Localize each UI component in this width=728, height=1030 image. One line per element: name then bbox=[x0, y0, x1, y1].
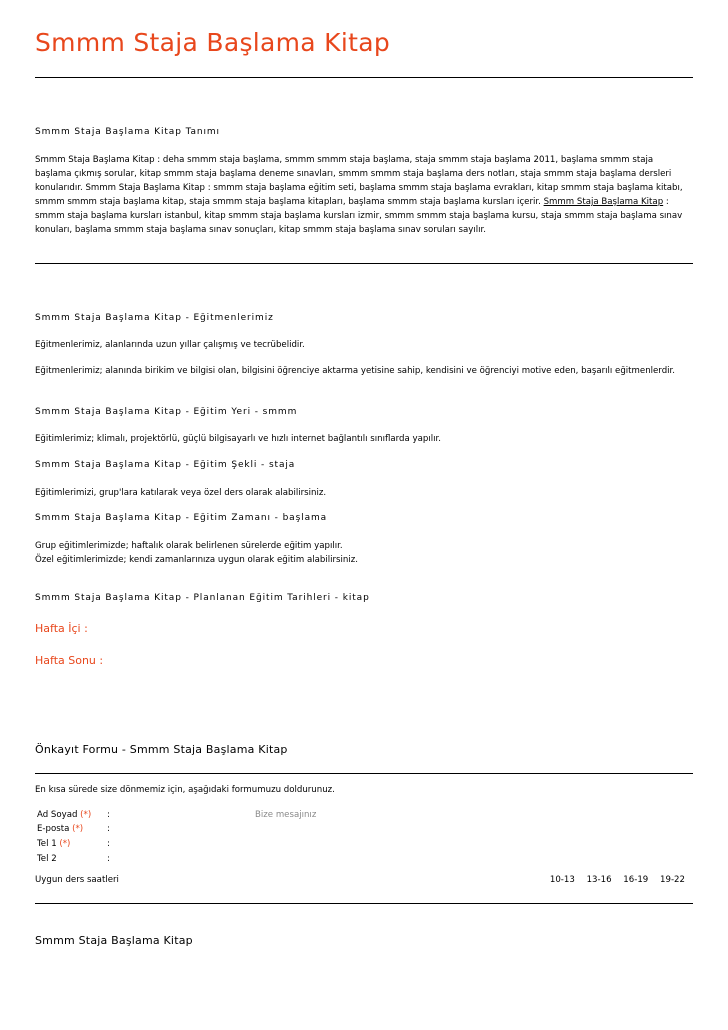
name-label: Ad Soyad (*) bbox=[37, 810, 92, 820]
available-hours-options bbox=[541, 875, 685, 885]
divider bbox=[35, 263, 693, 264]
phone2-row: Tel 2 : bbox=[35, 854, 335, 868]
phone1-label: Tel 1 (*) bbox=[37, 839, 71, 849]
dates-heading: Smmm Staja Başlama Kitap - Planlanan Eğitim Tarihleri - kitap bbox=[35, 593, 370, 603]
phone2-input[interactable] bbox=[117, 854, 237, 866]
email-input[interactable] bbox=[117, 824, 237, 836]
definition-link[interactable]: Smmm Staja Başlama Kitap bbox=[543, 197, 664, 207]
format-text: Eğitimlerimizi, grup'lara katılarak veya özel ders olarak alabilirsiniz. bbox=[35, 488, 327, 498]
hours-option-10-13[interactable]: 10-13 bbox=[549, 875, 575, 885]
name-row: Ad Soyad (*) : bbox=[35, 810, 335, 824]
name-input[interactable] bbox=[117, 810, 237, 822]
place-heading: Smmm Staja Başlama Kitap - Eğitim Yeri - smmm bbox=[35, 407, 298, 417]
email-row: E-posta (*) : bbox=[35, 824, 335, 838]
divider bbox=[35, 773, 693, 774]
time-text-2: Özel eğitimlerimizde; kendi zamanlarınıza uygun olarak eğitim alabilirsiniz. bbox=[35, 555, 358, 565]
time-text-1: Grup eğitimlerimizde; haftalık olarak belirlenen sürelerde eğitim yapılır. bbox=[35, 541, 343, 551]
format-heading: Smmm Staja Başlama Kitap - Eğitim Şekli - staja bbox=[35, 460, 296, 470]
weekend-dates: Hafta Sonu : bbox=[35, 654, 104, 667]
hours-option-19-22[interactable]: 19-22 bbox=[660, 875, 685, 885]
message-textarea[interactable] bbox=[255, 810, 455, 866]
phone1-input[interactable] bbox=[117, 839, 237, 851]
hours-option-13-16[interactable]: 13-16 bbox=[586, 875, 612, 885]
divider bbox=[35, 903, 693, 904]
email-label: E-posta (*) bbox=[37, 824, 84, 834]
definition-text: Smmm Staja Başlama Kitap : deha smmm staja başlama, smmm smmm staja başlama, staja smmm staja başlama 2011, başlama smmm staja başlama çıkmış sorular, kitap smmm staja başlama deneme sınavları, smmm smmm staja başlama ders notları, staja smmm staja başlama dersleri konularıdır. Smmm Staja Başlama Kitap : smmm staja başlama eğitim seti, başlama smmm staja başlama evrakları, kitap smmm staja başlama kitabı, smmm smmm staja başlama kitap, staja smmm staja başlama kitapları, başlama smmm staja başlama kursları içerir. bbox=[35, 155, 683, 207]
hours-option-16-19[interactable]: 16-19 bbox=[623, 875, 649, 885]
footer-title: Smmm Staja Başlama Kitap bbox=[35, 934, 193, 947]
phone2-label: Tel 2 bbox=[37, 854, 57, 864]
divider bbox=[35, 77, 693, 78]
available-hours-label: Uygun ders saatleri bbox=[35, 875, 119, 885]
trainers-text-1: Eğitmenlerimiz, alanlarında uzun yıllar çalışmış ve tecrübelidir. bbox=[35, 340, 305, 350]
time-heading: Smmm Staja Başlama Kitap - Eğitim Zamanı - başlama bbox=[35, 513, 328, 523]
definition-heading: Smmm Staja Başlama Kitap Tanımı bbox=[35, 127, 220, 137]
definition-paragraph bbox=[35, 153, 685, 237]
place-text: Eğitimlerimiz; klimalı, projektörlü, güçlü bilgisayarlı ve hızlı internet bağlantılı sınıflarda yapılır. bbox=[35, 434, 441, 444]
weekday-dates: Hafta İçi : bbox=[35, 622, 88, 635]
trainers-heading: Smmm Staja Başlama Kitap - Eğitmenlerimiz bbox=[35, 313, 274, 323]
form-intro: En kısa sürede size dönmemiz için, aşağıdaki formumuzu doldurunuz. bbox=[35, 785, 335, 795]
page-title: Smmm Staja Başlama Kitap bbox=[35, 28, 390, 57]
phone1-row: Tel 1 (*) : bbox=[35, 839, 335, 853]
form-title: Önkayıt Formu - Smmm Staja Başlama Kitap bbox=[35, 743, 288, 756]
trainers-text-2: Eğitmenlerimiz; alanında birikim ve bilgisi olan, bilgisini öğrenciye aktarma yetisine sahip, kendisini ve öğrenciyi motive eden, başarılı eğitmenlerdir. bbox=[35, 366, 676, 376]
definition-text-continued: : smmm staja başlama kursları istanbul, kitap smmm staja başlama kursları izmir, smmm smmm staja başlama kursu, staja smmm staja başlama sınav konuları, başlama smmm staja başlama sınav sonuçları, kitap smmm staja başlama sınav soruları sayılır. bbox=[35, 197, 683, 235]
